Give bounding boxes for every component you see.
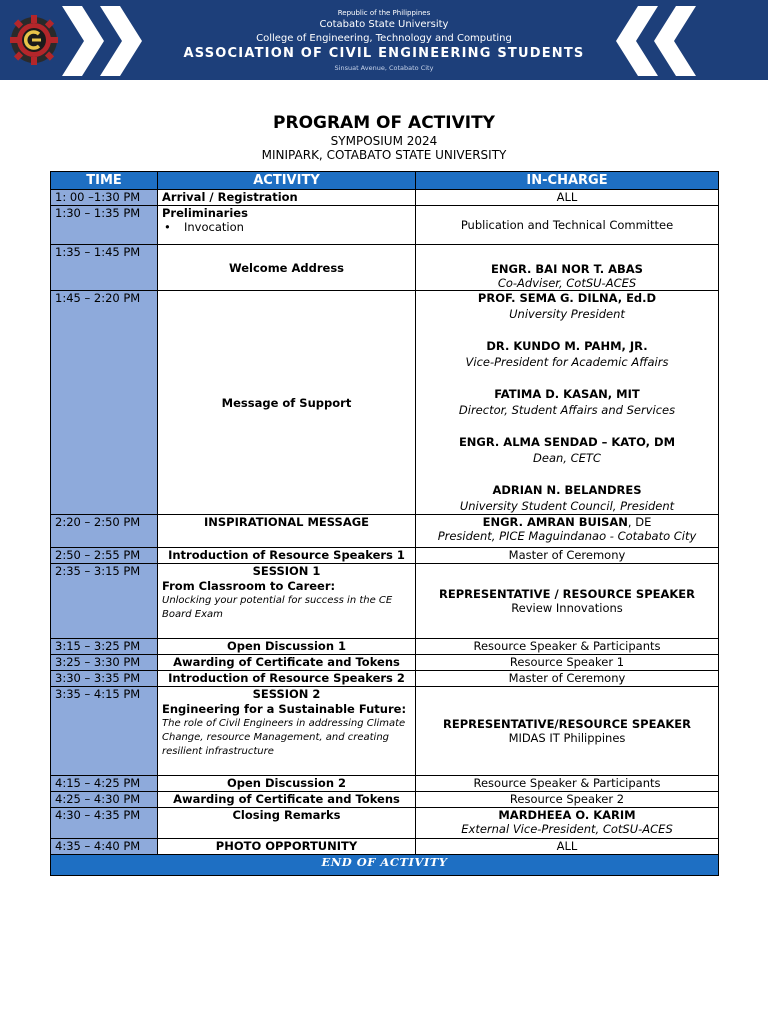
table-row — [51, 687, 719, 776]
table-row — [51, 548, 719, 564]
event-venue: MINIPARK, COTABATO STATE UNIVERSITY — [261, 148, 507, 162]
activity-cell: Introduction of Resource Speakers 2 — [158, 671, 416, 687]
incharge-cell: Resource Speaker & Participants — [416, 639, 719, 655]
incharge-name: ENGR. BAI NOR T. ABAS — [491, 262, 643, 276]
banner-line-association: ASSOCIATION OF CIVIL ENGINEERING STUDENTS — [183, 46, 585, 61]
time-cell: 1: 00 –1:30 PM — [51, 190, 158, 206]
table-header-row — [51, 172, 719, 190]
incharge-cell: ALL — [416, 190, 719, 206]
activity-cell — [158, 687, 416, 776]
activity-cell: Arrival / Registration — [158, 190, 416, 206]
activity-cell: PHOTO OPPORTUNITY — [158, 839, 416, 855]
incharge-cell: Resource Speaker 1 — [416, 655, 719, 671]
incharge-cell: Resource Speaker 2 — [416, 792, 719, 808]
page-title: PROGRAM OF ACTIVITY — [273, 113, 495, 133]
incharge-name: REPRESENTATIVE/RESOURCE SPEAKER — [442, 717, 691, 731]
incharge-role: University President — [509, 306, 625, 321]
activity-cell: Closing Remarks — [158, 808, 416, 839]
session-description: The role of Civil Engineers in addressing Climate Change, resource Management, and creating resilient infrastructure — [162, 718, 406, 757]
incharge-cell — [416, 687, 719, 776]
banner-line-college: College of Engineering, Technology and Computing — [256, 33, 512, 44]
time-cell: 2:20 – 2:50 PM — [51, 515, 158, 548]
time-cell: 2:35 – 3:15 PM — [51, 564, 158, 639]
time-cell: 4:35 – 4:40 PM — [51, 839, 158, 855]
header-incharge: IN-CHARGE — [416, 172, 719, 190]
incharge-name: MARDHEEA O. KARIM — [498, 808, 636, 822]
activity-cell — [158, 564, 416, 639]
session-topic: Engineering for a Sustainable Future: — [162, 702, 407, 716]
incharge-cell — [416, 515, 719, 548]
incharge-cell: Master of Ceremony — [416, 671, 719, 687]
table-row — [51, 639, 719, 655]
session-description: Unlocking your potential for success in the CE Board Exam — [162, 595, 393, 620]
session-topic: From Classroom to Career: — [162, 579, 336, 593]
incharge-name: ENGR. ALMA SENDAD – KATO, DM — [458, 435, 676, 449]
activity-cell: Awarding of Certificate and Tokens — [158, 792, 416, 808]
incharge-role: External Vice-President, CotSU-ACES — [461, 822, 673, 836]
activity-cell: INSPIRATIONAL MESSAGE — [158, 515, 416, 548]
incharge-role: University Student Council, President — [459, 498, 675, 513]
incharge-role: President, PICE Maguindanao - Cotabato City — [437, 529, 697, 543]
incharge-name: PROF. SEMA G. DILNA, Ed.D — [477, 291, 657, 305]
activity-cell: Message of Support — [158, 291, 416, 515]
table-row — [51, 671, 719, 687]
schedule-table — [50, 171, 719, 876]
table-row — [51, 291, 719, 515]
bullet-dot: • — [164, 220, 171, 234]
time-cell: 4:15 – 4:25 PM — [51, 776, 158, 792]
incharge-cell: Publication and Technical Committee — [416, 206, 719, 245]
table-row — [51, 190, 719, 206]
time-cell: 4:30 – 4:35 PM — [51, 808, 158, 839]
activity-title: Preliminaries — [162, 206, 248, 220]
incharge-cell — [416, 808, 719, 839]
activity-cell: Welcome Address — [158, 245, 416, 291]
table-row — [51, 206, 719, 245]
activity-cell: Open Discussion 2 — [158, 776, 416, 792]
table-row — [51, 564, 719, 639]
banner-line-address: Sinsuat Avenue, Cotabato City — [334, 64, 434, 72]
time-cell: 1:30 – 1:35 PM — [51, 206, 158, 245]
table-footer-row — [51, 855, 719, 876]
time-cell: 1:45 – 2:20 PM — [51, 291, 158, 515]
header-time: TIME — [51, 172, 158, 190]
time-cell: 1:35 – 1:45 PM — [51, 245, 158, 291]
table-row — [51, 792, 719, 808]
table-row — [51, 776, 719, 792]
incharge-cell — [416, 291, 719, 515]
activity-cell: Open Discussion 1 — [158, 639, 416, 655]
time-cell: 3:15 – 3:25 PM — [51, 639, 158, 655]
incharge-org: MIDAS IT Philippines — [508, 731, 626, 745]
table-row — [51, 515, 719, 548]
incharge-cell — [416, 245, 719, 291]
incharge-role: Vice-President for Academic Affairs — [465, 354, 669, 369]
incharge-name: ADRIAN N. BELANDRES — [492, 483, 642, 497]
incharge-cell — [416, 564, 719, 639]
time-cell: 3:30 – 3:35 PM — [51, 671, 158, 687]
event-name: SYMPOSIUM 2024 — [330, 134, 438, 148]
session-label: SESSION 1 — [252, 564, 321, 578]
incharge-suffix: , DE — [627, 515, 652, 529]
activity-cell: Introduction of Resource Speakers 1 — [158, 548, 416, 564]
table-row — [51, 839, 719, 855]
incharge-cell: Resource Speaker & Participants — [416, 776, 719, 792]
time-cell: 3:35 – 4:15 PM — [51, 687, 158, 776]
table-row — [51, 655, 719, 671]
bullet-text: Invocation — [184, 220, 244, 234]
header-banner — [0, 0, 768, 80]
time-cell: 4:25 – 4:30 PM — [51, 792, 158, 808]
incharge-role: Dean, CETC — [533, 450, 601, 465]
incharge-org: Review Innovations — [511, 601, 623, 615]
time-cell: 2:50 – 2:55 PM — [51, 548, 158, 564]
incharge-name: FATIMA D. KASAN, MIT — [494, 387, 640, 401]
banner-line-university: Cotabato State University — [319, 19, 449, 30]
activity-cell: Awarding of Certificate and Tokens — [158, 655, 416, 671]
incharge-name: DR. KUNDO M. PAHM, JR. — [486, 339, 648, 353]
incharge-role: Co-Adviser, CotSU-ACES — [497, 276, 637, 290]
session-label: SESSION 2 — [252, 687, 321, 701]
table-row — [51, 808, 719, 839]
incharge-cell: Master of Ceremony — [416, 548, 719, 564]
incharge-name: REPRESENTATIVE / RESOURCE SPEAKER — [438, 587, 695, 601]
end-of-activity: END OF ACTIVITY — [51, 855, 719, 876]
incharge-name: ENGR. AMRAN BUISAN — [482, 515, 628, 529]
bullet-item — [162, 220, 411, 234]
time-cell: 3:25 – 3:30 PM — [51, 655, 158, 671]
incharge-role: Director, Student Affairs and Services — [458, 402, 676, 417]
banner-line-republic: Republic of the Philippines — [337, 9, 431, 17]
table-row — [51, 245, 719, 291]
incharge-cell: ALL — [416, 839, 719, 855]
header-activity: ACTIVITY — [158, 172, 416, 190]
activity-cell — [158, 206, 416, 245]
